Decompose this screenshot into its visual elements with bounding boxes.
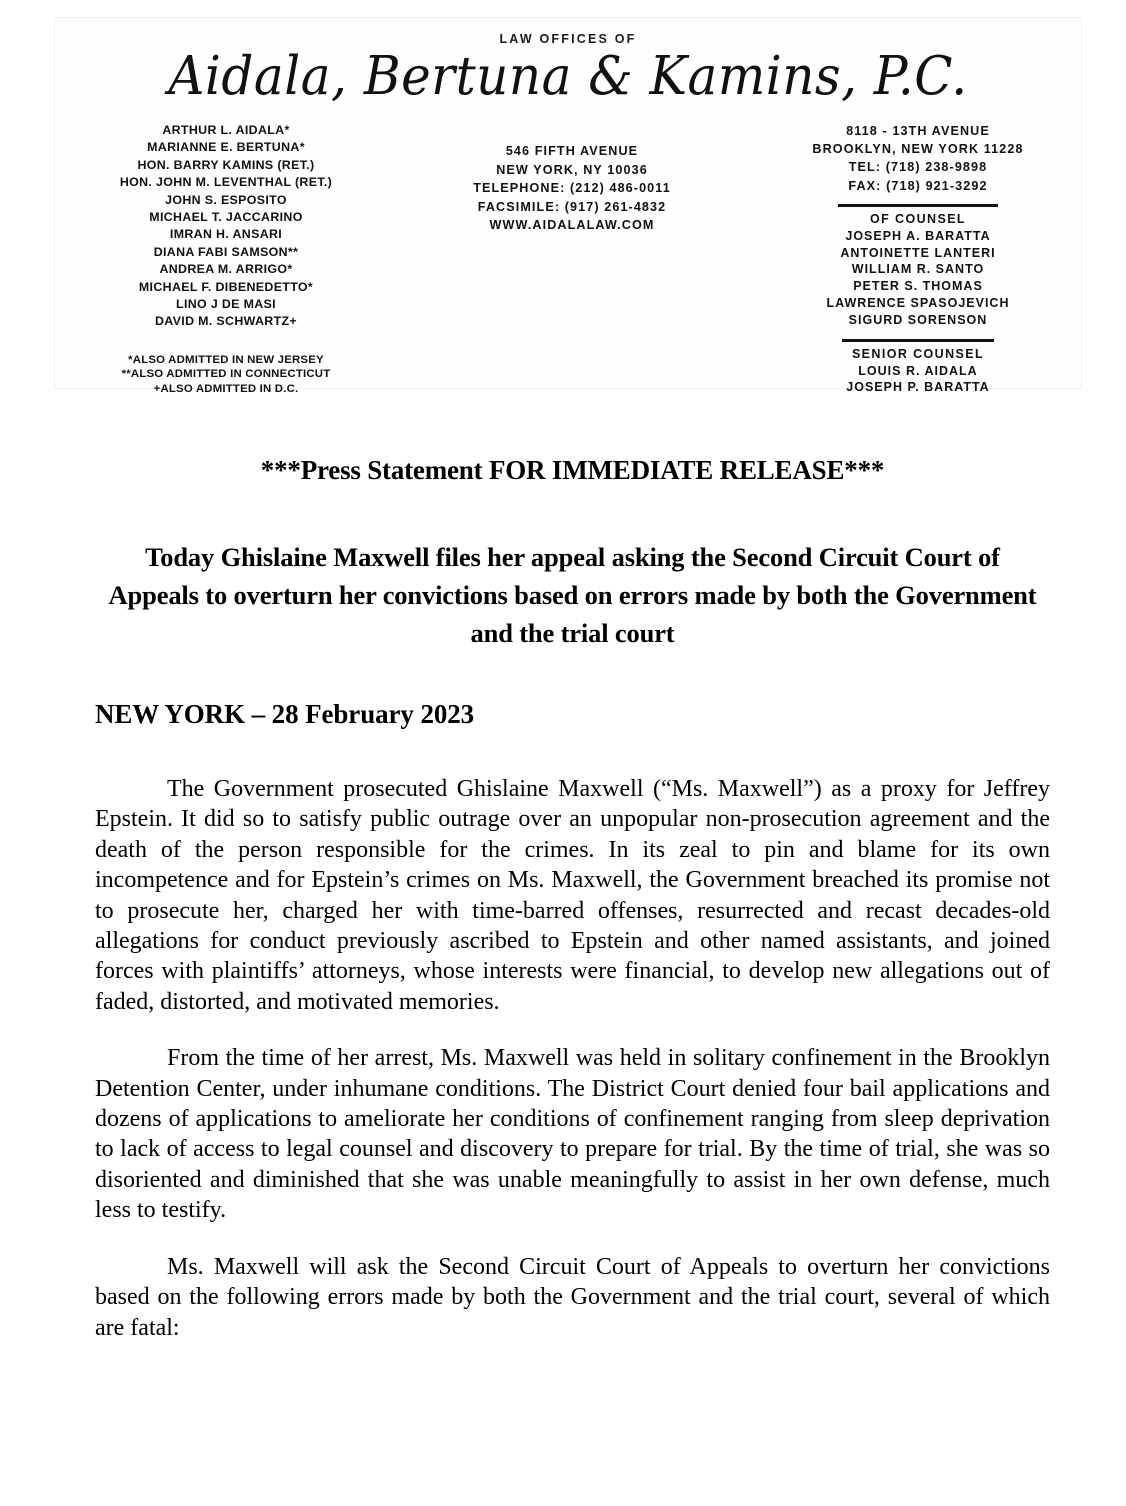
of-counsel-name: ANTOINETTE LANTERI <box>840 245 996 260</box>
of-counsel-name: WILLIAM R. SANTO <box>851 262 985 277</box>
senior-counsel-heading: SENIOR COUNSEL <box>851 346 985 361</box>
office-facsimile: FACSIMILE: (917) 261-4832 <box>477 199 667 214</box>
of-counsel-heading: OF COUNSEL <box>870 211 966 226</box>
body-paragraph: From the time of her arrest, Ms. Maxwell was held in solitary confinement in the Brooklyn Detention Center, under inhumane conditions. The District Court denied four bail applications and dozens of applications to ameliorate her conditions of confinement ranging from sleep deprivation to lack of access to legal counsel and discovery to prepare for trial. By the time of trial, she was so disoriented and diminished that she was unable meaningfully to assist in her own defense, much less to testify. <box>95 1045 1050 1224</box>
attorney-list <box>55 122 397 397</box>
firm-name-logo: Aidala, Bertuna & Kamins, P.C. <box>168 45 968 107</box>
of-counsel-name: JOSEPH A. BARATTA <box>845 228 991 243</box>
letterhead-columns <box>55 122 1081 396</box>
letterhead-banner <box>55 18 1081 396</box>
office-address-line: BROOKLYN, NEW YORK 11228 <box>812 142 1024 157</box>
dateline: NEW YORK – 28 February 2023 <box>95 699 475 729</box>
brooklyn-office-block <box>755 122 1081 396</box>
attorney-name: ARTHUR L. AIDALA* <box>162 123 290 137</box>
attorney-name: MICHAEL T. JACCARINO <box>149 210 303 225</box>
attorney-name: DIANA FABI SAMSON** <box>153 244 299 259</box>
office-address-line: NEW YORK, NY 10036 <box>496 162 648 177</box>
press-release-body <box>95 455 1050 1343</box>
letterhead-eyebrow: LAW OFFICES OF <box>499 32 637 46</box>
divider-rule <box>838 204 998 207</box>
body-paragraph: Ms. Maxwell will ask the Second Circuit Court of Appeals to overturn her convictions based on the following errors made by both the Government and the trial court, several of which are fatal: <box>95 1253 1050 1341</box>
office-fax: FAX: (718) 921-3292 <box>848 178 988 193</box>
attorney-name: IMRAN H. ANSARI <box>169 227 283 242</box>
senior-counsel-name: JOSEPH P. BARATTA <box>846 380 990 395</box>
office-website: WWW.AIDALALAW.COM <box>489 218 655 233</box>
admission-note: **ALSO ADMITTED IN CONNECTICUT <box>121 368 331 381</box>
office-address-line: 546 FIFTH AVENUE <box>505 144 639 158</box>
of-counsel-name: PETER S. THOMAS <box>853 279 983 294</box>
office-address-line: 8118 - 13TH AVENUE <box>846 124 990 138</box>
admission-note: +ALSO ADMITTED IN D.C. <box>153 383 299 396</box>
body-paragraph: The Government prosecuted Ghislaine Maxwell (“Ms. Maxwell”) as a proxy for Jeffrey Epstein. It did so to satisfy public outrage over an unpopular non-prosecution agreement and the death of the person responsible for the crimes. In its zeal to pin and blame for its own incompetence and for Epstein’s crimes on Ms. Maxwell, the Government breached its promise not to prosecute her, charged her with time-barred offenses, resurrected and recast decades-old allegations for conduct previously ascribed to Epstein and other named assistants, and joined forces with plaintiffs’ attorneys, whose interests were financial, to develop new allegations out of faded, distorted, and motivated memories. <box>95 776 1050 1015</box>
divider-rule <box>842 339 994 342</box>
immediate-release-banner: ***Press Statement FOR IMMEDIATE RELEASE*** <box>260 455 885 485</box>
manhattan-office-block <box>397 142 747 235</box>
page-title: Today Ghislaine Maxwell files her appeal asking the Second Circuit Court of Appeals to overturn her convictions based on errors made by both the Government and the trial court <box>108 542 1037 648</box>
admission-note: *ALSO ADMITTED IN NEW JERSEY <box>128 353 324 366</box>
of-counsel-name: LAWRENCE SPASOJEVICH <box>826 296 1010 310</box>
office-telephone: TELEPHONE: (212) 486-0011 <box>473 181 671 196</box>
attorney-name: DAVID M. SCHWARTZ+ <box>154 314 298 329</box>
senior-counsel-name: LOUIS R. AIDALA <box>858 363 978 378</box>
attorney-name: HON. JOHN M. LEVENTHAL (RET.) <box>119 175 333 190</box>
of-counsel-name: SIGURD SORENSON <box>848 312 988 327</box>
admissions-footnotes <box>55 353 397 397</box>
attorney-name: LINO J DE MASI <box>176 297 276 312</box>
attorney-name: MICHAEL F. DIBENEDETTO* <box>138 279 314 294</box>
attorney-name: MARIANNE E. BERTUNA* <box>147 140 305 155</box>
attorney-name: HON. BARRY KAMINS (RET.) <box>137 157 315 172</box>
attorney-name: ANDREA M. ARRIGO* <box>159 262 293 277</box>
attorney-name: JOHN S. ESPOSITO <box>165 192 287 207</box>
office-telephone: TEL: (718) 238-9898 <box>848 160 988 175</box>
